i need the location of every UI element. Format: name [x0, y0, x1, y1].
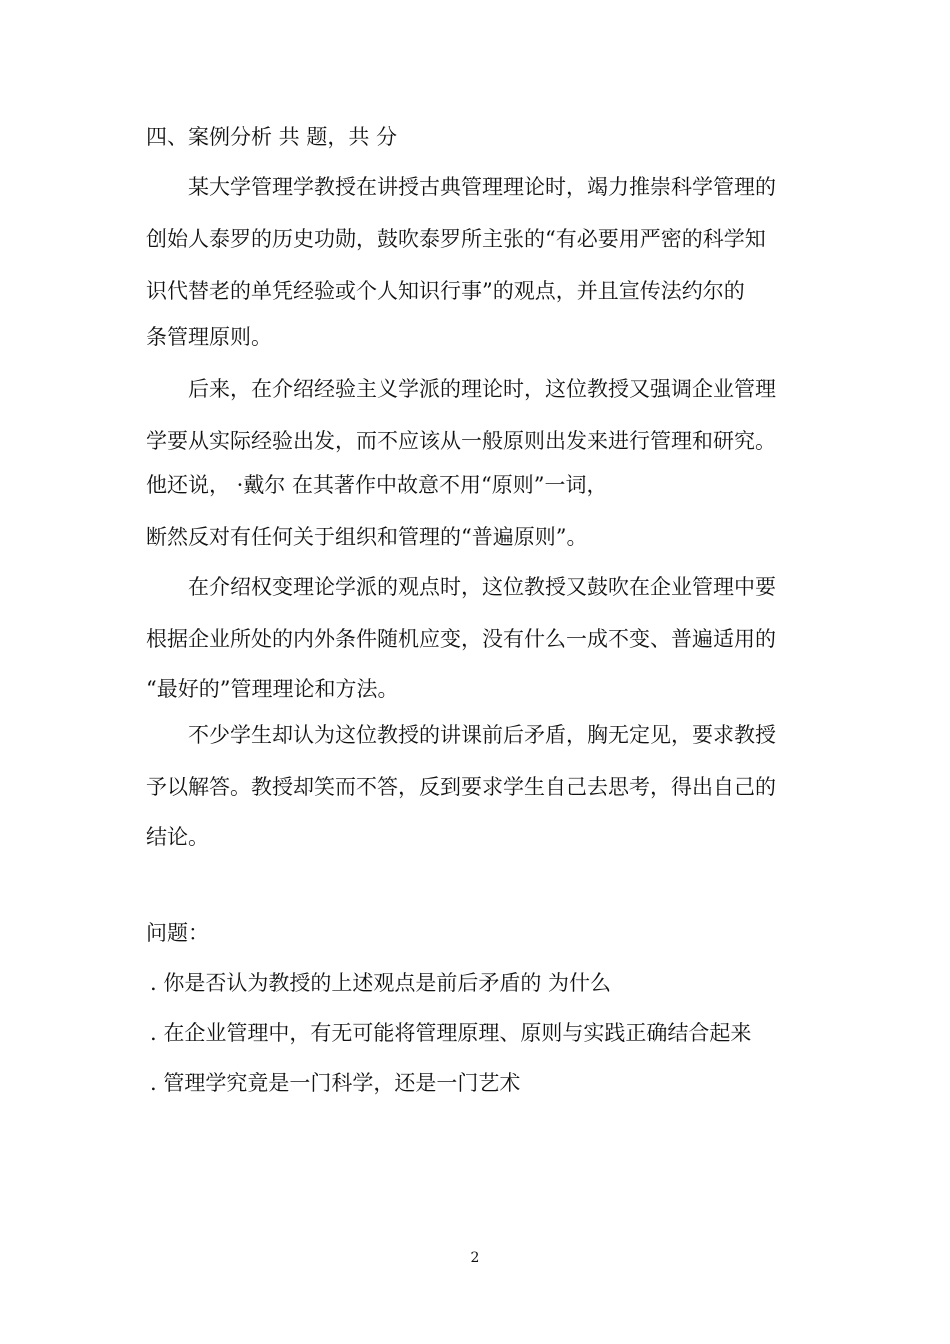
paragraph-2-line-1: 后来，在介绍经验主义学派的理论时，这位教授又强调企业管理	[188, 377, 776, 401]
paragraph-4-line-1: 不少学生却认为这位教授的讲课前后矛盾，胸无定见，要求教授	[188, 723, 776, 747]
paragraph-2-line-4: 断然反对有任何关于组织和管理的“普遍原则”。	[146, 525, 588, 549]
question-item-1: . 你是否认为教授的上述观点是前后矛盾的 为什么	[150, 971, 612, 995]
paragraph-1-line-1: 某大学管理学教授在讲授古典管理理论时，竭力推崇科学管理的	[188, 175, 776, 199]
paragraph-4-line-2: 予以解答。教授却笑而不答，反到要求学生自己去思考，得出自己的	[146, 775, 776, 799]
page-number: 2	[470, 1250, 480, 1266]
paragraph-4-line-3: 结论。	[146, 825, 209, 849]
questions-label: 问题：	[146, 921, 209, 945]
paragraph-1-line-2: 创始人泰罗的历史功勋，鼓吹泰罗所主张的“有必要用严密的科学知	[146, 227, 766, 251]
paragraph-3-line-1: 在介绍权变理论学派的观点时，这位教授又鼓吹在企业管理中要	[188, 575, 776, 599]
paragraph-3-line-3: “最好的”管理理论和方法。	[146, 677, 399, 701]
question-item-2: . 在企业管理中，有无可能将管理原理、原则与实践正确结合起来	[150, 1021, 752, 1045]
question-item-3: . 管理学究竟是一门科学，还是一门艺术	[150, 1071, 521, 1095]
paragraph-2-line-2: 学要从实际经验出发，而不应该从一般原则出发来进行管理和研究。	[146, 429, 776, 453]
paragraph-1-line-3: 识代替老的单凭经验或个人知识行事”的观点，并且宣传法约尔的	[146, 279, 745, 303]
paragraph-3-line-2: 根据企业所处的内外条件随机应变，没有什么一成不变、普遍适用的	[146, 627, 776, 651]
paragraph-2-line-3: 他还说， ·戴尔 在其著作中故意不用“原则”一词，	[146, 473, 608, 497]
paragraph-1-line-4: 条管理原则。	[146, 325, 272, 349]
section-heading: 四、案例分析 共 题，共 分	[146, 125, 398, 149]
